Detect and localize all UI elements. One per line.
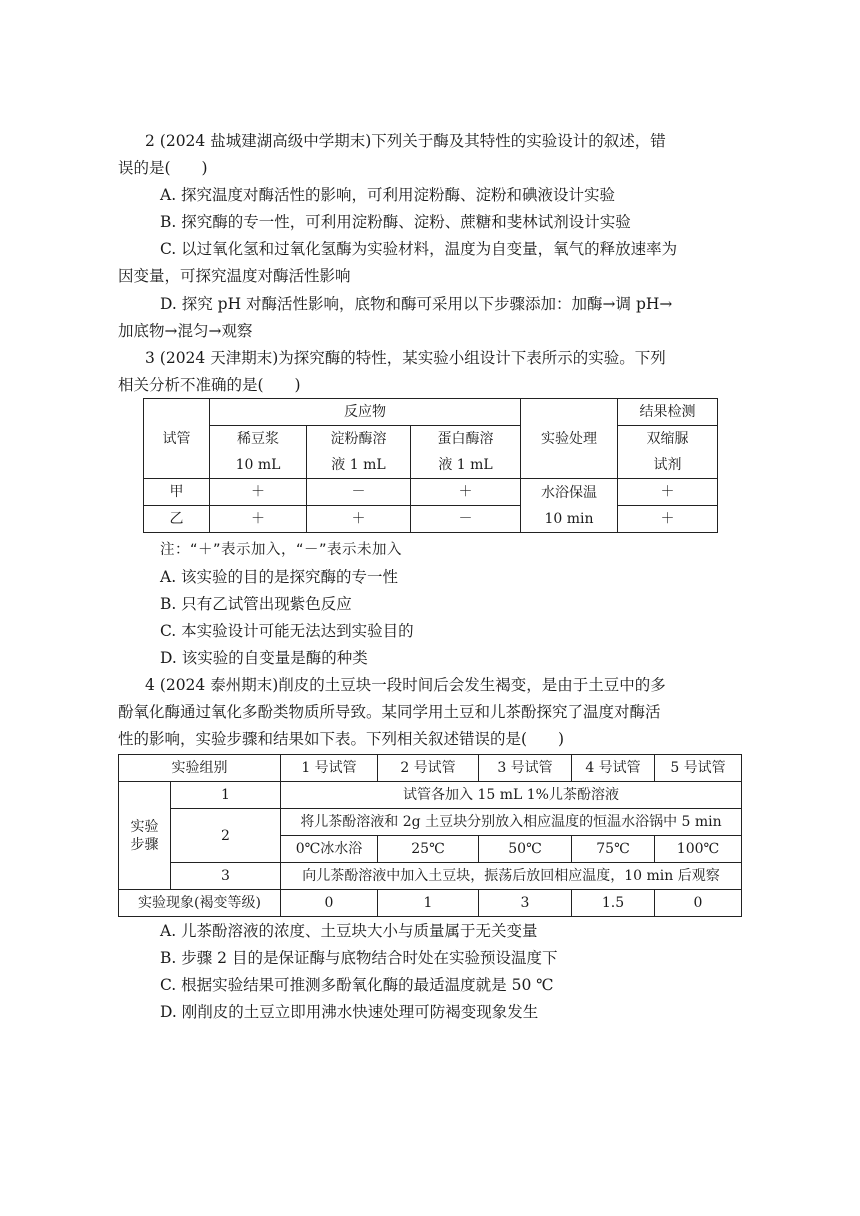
- q3-header-protease: 蛋白酶溶 液 1 mL: [411, 426, 521, 479]
- q3-row2-amylase: ＋: [307, 506, 411, 533]
- q3-header-tube: 试管: [144, 399, 210, 479]
- q4-header-tube-4: 4 号试管: [572, 755, 655, 782]
- q3-table-note: 注：“＋”表示加入，“－”表示未加入: [160, 542, 403, 558]
- q4-option-a: A. 儿茶酚溶液的浓度、土豆块大小与质量属于无关变量: [160, 922, 538, 940]
- q4-option-d: D. 刚削皮的土豆立即用沸水快速处理可防褐变现象发生: [160, 1003, 539, 1021]
- q4-temp-1: 0℃冰水浴: [281, 836, 378, 863]
- q2-stem-line2: 误的是( ): [118, 159, 208, 177]
- q4-stem-line3: 性的影响，实验步骤和结果如下表。下列相关叙述错误的是( ): [118, 730, 565, 748]
- q3-option-d: D. 该实验的自变量是酶的种类: [160, 649, 368, 667]
- q3-table: [143, 398, 718, 533]
- q4-step-2-number: 2: [171, 809, 281, 863]
- q4-result-label: 实验现象(褐变等级): [119, 890, 281, 917]
- q3-header-treatment: 实验处理: [521, 399, 618, 479]
- q3-row2-result: ＋: [618, 506, 718, 533]
- q4-result-4: 1.5: [572, 890, 655, 917]
- q4-temp-4: 75℃: [572, 836, 655, 863]
- q3-row1-protease: ＋: [411, 479, 521, 506]
- q3-option-a: A. 该实验的目的是探究酶的专一性: [160, 568, 399, 586]
- q4-result-1: 0: [281, 890, 378, 917]
- q3-row2-protease: －: [411, 506, 521, 533]
- q3-option-b: B. 只有乙试管出现紫色反应: [160, 595, 352, 613]
- q2-option-c-line1: C. 以过氧化氢和过氧化氢酶为实验材料，温度为自变量，氧气的释放速率为: [160, 240, 678, 258]
- q4-header-tube-3: 3 号试管: [479, 755, 572, 782]
- q4-temp-3: 50℃: [479, 836, 572, 863]
- q3-header-result: 结果检测: [618, 399, 718, 426]
- q4-steps-label: 实验 步骤: [119, 782, 171, 890]
- q3-row2-soymilk: ＋: [210, 506, 307, 533]
- q3-stem-line2: 相关分析不准确的是( ): [118, 376, 301, 394]
- q4-header-group: 实验组别: [119, 755, 281, 782]
- q4-temp-2: 25℃: [378, 836, 479, 863]
- q4-header-tube-5: 5 号试管: [655, 755, 742, 782]
- q4-table: [118, 754, 742, 917]
- q4-header-tube-1: 1 号试管: [281, 755, 378, 782]
- q2-option-d-line2: 加底物→混匀→观察: [118, 322, 253, 340]
- q4-step-3-number: 3: [171, 863, 281, 890]
- q3-row1-soymilk: ＋: [210, 479, 307, 506]
- q3-treatment-cell: 水浴保温 10 min: [521, 479, 618, 533]
- q4-step-1-text: 试管各加入 15 mL 1%儿茶酚溶液: [281, 782, 742, 809]
- q3-row2-tube: 乙: [144, 506, 210, 533]
- q4-header-tube-2: 2 号试管: [378, 755, 479, 782]
- q2-option-b: B. 探究酶的专一性，可利用淀粉酶、淀粉、蔗糖和斐林试剂设计实验: [160, 213, 631, 231]
- q3-row1-result: ＋: [618, 479, 718, 506]
- q2-stem-line1: 2 (2024 盐城建湖高级中学期末)下列关于酶及其特性的实验设计的叙述，错: [145, 132, 666, 150]
- q2-option-a: A. 探究温度对酶活性的影响，可利用淀粉酶、淀粉和碘液设计实验: [160, 186, 616, 204]
- q4-result-3: 3: [479, 890, 572, 917]
- q3-header-biuret: 双缩脲 试剂: [618, 426, 718, 479]
- q4-option-c: C. 根据实验结果可推测多酚氧化酶的最适温度就是 50 ℃: [160, 976, 554, 994]
- q2-option-d-line1: D. 探究 pH 对酶活性影响，底物和酶可采用以下步骤添加：加酶→调 pH→: [160, 295, 673, 313]
- q3-stem-line1: 3 (2024 天津期末)为探究酶的特性，某实验小组设计下表所示的实验。下列: [145, 349, 666, 367]
- q3-option-c: C. 本实验设计可能无法达到实验目的: [160, 622, 414, 640]
- q4-result-2: 1: [378, 890, 479, 917]
- q3-header-soymilk: 稀豆浆 10 mL: [210, 426, 307, 479]
- q3-row1-amylase: －: [307, 479, 411, 506]
- q3-header-amylase: 淀粉酶溶 液 1 mL: [307, 426, 411, 479]
- q4-step-1-number: 1: [171, 782, 281, 809]
- q4-stem-line2: 酚氧化酶通过氧化多酚类物质所导致。某同学用土豆和儿茶酚探究了温度对酶活: [118, 703, 661, 721]
- q3-header-reactants: 反应物: [210, 399, 521, 426]
- q2-option-c-line2: 因变量，可探究温度对酶活性影响: [118, 267, 351, 285]
- q4-step-3-text: 向儿茶酚溶液中加入土豆块，振荡后放回相应温度，10 min 后观察: [281, 863, 742, 890]
- q4-result-5: 0: [655, 890, 742, 917]
- q4-stem-line1: 4 (2024 泰州期末)削皮的土豆块一段时间后会发生褐变，是由于土豆中的多: [145, 676, 666, 694]
- q3-row1-tube: 甲: [144, 479, 210, 506]
- q4-step-2-text: 将儿茶酚溶液和 2g 土豆块分别放入相应温度的恒温水浴锅中 5 min: [281, 809, 742, 836]
- q4-temp-5: 100℃: [655, 836, 742, 863]
- q4-option-b: B. 步骤 2 目的是保证酶与底物结合时处在实验预设温度下: [160, 949, 558, 967]
